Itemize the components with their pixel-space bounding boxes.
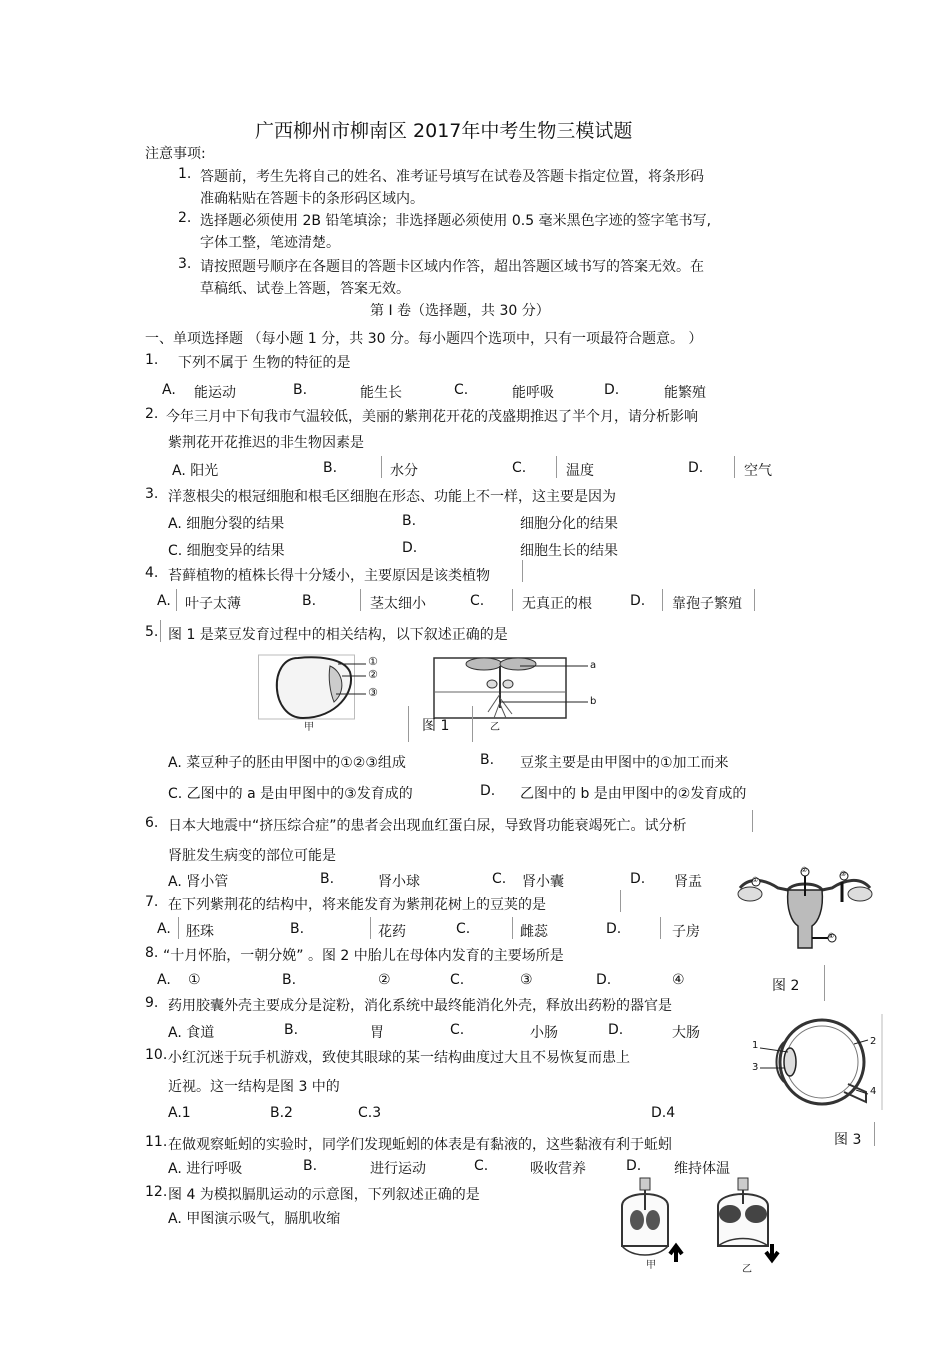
q6-num: 6. bbox=[145, 815, 159, 831]
q1-opt-d-letter: D. bbox=[604, 382, 620, 398]
page-title: 广西柳州市柳南区 2017年中考生物三模试题 bbox=[255, 120, 633, 142]
q8-opt-c: ③ bbox=[520, 972, 533, 988]
q4-opt-c-letter: C. bbox=[470, 593, 485, 609]
q1-opt-c: 能呼吸 bbox=[512, 385, 554, 401]
q5-opt-d-letter: D. bbox=[480, 783, 496, 799]
q8-opt-b: ② bbox=[378, 972, 391, 988]
q5-opt-c: C. 乙图中的 a 是由甲图中的③发育成的 bbox=[168, 786, 413, 802]
figure-1-seedling bbox=[432, 652, 607, 724]
q6-opt-d-letter: D. bbox=[630, 871, 646, 887]
q12-num: 12. bbox=[145, 1184, 168, 1200]
q6-opt-b: 肾小球 bbox=[378, 874, 420, 890]
fig1-caption: 图 1 bbox=[422, 718, 450, 734]
q7-opt-d-letter: D. bbox=[606, 921, 622, 937]
q9-opt-c-letter: C. bbox=[450, 1022, 465, 1038]
q10-num: 10. bbox=[145, 1047, 168, 1063]
q7-opt-a-letter: A. bbox=[157, 921, 171, 937]
q7-opt-c: 雌蕊 bbox=[520, 924, 548, 940]
q7-stem: 在下列紫荆花的结构中，将来能发育为紫荆花树上的豆荚的是 bbox=[168, 897, 546, 913]
q3-stem: 洋葱根尖的根冠细胞和根毛区细胞在形态、功能上不一样，这主要是因为 bbox=[168, 489, 616, 505]
q7-opt-c-letter: C. bbox=[456, 921, 471, 937]
q6-stem2: 肾脏发生病变的部位可能是 bbox=[168, 848, 336, 864]
fig2-label-1: ① bbox=[752, 876, 759, 884]
q3-num: 3. bbox=[145, 486, 159, 502]
q1-num: 1. bbox=[145, 352, 159, 368]
q2-stem: 今年三月中下旬我市气温较低，美丽的紫荆花开花的茂盛期推迟了半个月，请分析影响 bbox=[166, 409, 698, 425]
fig3-label-1: 1 bbox=[752, 1040, 759, 1051]
q10-opt-c: C.3 bbox=[358, 1105, 382, 1121]
q1-opt-b: 能生长 bbox=[360, 385, 402, 401]
q1-opt-a-letter: A. bbox=[162, 382, 176, 398]
fig1-label-a: a bbox=[590, 660, 597, 671]
q1-opt-d: 能繁殖 bbox=[664, 385, 706, 401]
q6-opt-d: 肾盂 bbox=[674, 874, 702, 890]
notice-text-2a: 选择题必须使用 2B 铅笔填涂；非选择题必须使用 0.5 毫米黑色字迹的签字笔书写, bbox=[200, 213, 712, 229]
q8-opt-d-letter: D. bbox=[596, 972, 612, 988]
figure-4-diaphragm-model bbox=[612, 1176, 794, 1272]
q1-opt-b-letter: B. bbox=[293, 382, 308, 398]
q5-opt-b-letter: B. bbox=[480, 752, 495, 768]
notice-text-2b: 字体工整，笔迹清楚。 bbox=[200, 235, 340, 251]
q8-opt-d: ④ bbox=[672, 972, 685, 988]
q2-stem2: 紫荆花开花推迟的非生物因素是 bbox=[168, 435, 364, 451]
q2-opt-b: 水分 bbox=[390, 463, 418, 479]
q4-stem: 苔藓植物的植株长得十分矮小，主要原因是该类植物 bbox=[168, 568, 490, 584]
q9-opt-a: A. 食道 bbox=[168, 1025, 215, 1041]
q4-opt-b-letter: B. bbox=[302, 593, 317, 609]
q11-opt-b: 进行运动 bbox=[370, 1161, 426, 1177]
fig4-label-jia: 甲 bbox=[646, 1260, 656, 1271]
q9-stem: 药用胶囊外壳主要成分是淀粉，消化系统中最终能消化外壳，释放出药粉的器官是 bbox=[168, 998, 672, 1014]
q11-opt-c-letter: C. bbox=[474, 1158, 489, 1174]
q8-opt-b-letter: B. bbox=[282, 972, 297, 988]
fig2-label-2: ② bbox=[801, 866, 808, 874]
q5-opt-d: 乙图中的 b 是由甲图中的②发育成的 bbox=[520, 786, 747, 802]
q8-stem: “十月怀胎，一朝分娩” 。图 2 中胎儿在母体内发育的主要场所是 bbox=[163, 948, 564, 964]
q9-opt-b: 胃 bbox=[370, 1025, 384, 1041]
q11-opt-b-letter: B. bbox=[303, 1158, 318, 1174]
q11-opt-c: 吸收营养 bbox=[530, 1161, 586, 1177]
q10-stem2: 近视。这一结构是图 3 中的 bbox=[168, 1079, 340, 1095]
notice-num-2: 2. bbox=[178, 210, 192, 226]
q6-opt-b-letter: B. bbox=[320, 871, 335, 887]
q10-stem: 小红沉迷于玩手机游戏，致使其眼球的某一结构曲度过大且不易恢复而患上 bbox=[168, 1050, 630, 1066]
q7-opt-b: 花药 bbox=[378, 924, 406, 940]
q9-num: 9. bbox=[145, 995, 159, 1011]
q3-opt-b-letter: B. bbox=[402, 513, 417, 529]
q5-opt-a: A. 菜豆种子的胚由甲图中的①②③组成 bbox=[168, 755, 406, 771]
q5-stem: 图 1 是菜豆发育过程中的相关结构，以下叙述正确的是 bbox=[168, 627, 508, 643]
notice-text-3b: 草稿纸、试卷上答题，答案无效。 bbox=[200, 281, 410, 297]
part-heading: 一、单项选择题 （每小题 1 分，共 30 分。每小题四个选项中，只有一项最符合题意。 ） bbox=[145, 331, 703, 347]
fig2-label-3: ③ bbox=[840, 870, 847, 878]
fig4-label-yi: 乙 bbox=[742, 1264, 752, 1275]
q6-opt-c: 肾小囊 bbox=[522, 874, 564, 890]
fig2-label-4: ④ bbox=[828, 932, 835, 940]
q1-opt-a: 能运动 bbox=[194, 385, 236, 401]
q3-opt-b: 细胞分化的结果 bbox=[520, 516, 618, 532]
q9-opt-d-letter: D. bbox=[608, 1022, 624, 1038]
q4-num: 4. bbox=[145, 565, 159, 581]
q6-opt-c-letter: C. bbox=[492, 871, 507, 887]
q7-num: 7. bbox=[145, 894, 159, 910]
fig3-label-4: 4 bbox=[870, 1086, 877, 1097]
q4-opt-d-letter: D. bbox=[630, 593, 646, 609]
notice-heading: 注意事项: bbox=[145, 146, 206, 162]
q3-opt-a: A. 细胞分裂的结果 bbox=[168, 516, 285, 532]
q8-opt-c-letter: C. bbox=[450, 972, 465, 988]
q3-opt-d: 细胞生长的结果 bbox=[520, 543, 618, 559]
q5-num: 5. bbox=[145, 624, 159, 640]
notice-text-1a: 答题前，考生先将自己的姓名、准考证号填写在试卷及答题卡指定位置，将条形码 bbox=[200, 169, 704, 185]
fig3-caption: 图 3 bbox=[834, 1132, 862, 1148]
q3-opt-d-letter: D. bbox=[402, 540, 418, 556]
q2-opt-b-letter: B. bbox=[323, 460, 338, 476]
fig1-label-b: b bbox=[590, 696, 597, 707]
notice-num-1: 1. bbox=[178, 166, 192, 182]
figure-3-eyeball bbox=[744, 1012, 884, 1112]
q8-num: 8. bbox=[145, 945, 159, 961]
q11-opt-d-letter: D. bbox=[626, 1158, 642, 1174]
fig3-label-2: 2 bbox=[870, 1036, 877, 1047]
q9-opt-c: 小肠 bbox=[530, 1025, 558, 1041]
fig1-label-jia: 甲 bbox=[304, 722, 314, 733]
q12-opt-a: A. 甲图演示吸气，膈肌收缩 bbox=[168, 1211, 341, 1227]
q11-stem: 在做观察蚯蚓的实验时，同学们发现蚯蚓的体表是有黏液的，这些黏液有利于蚯蚓 bbox=[168, 1137, 672, 1153]
notice-text-3a: 请按照题号顺序在各题目的答题卡区域内作答，超出答题区域书写的答案无效。在 bbox=[200, 259, 704, 275]
q1-opt-c-letter: C. bbox=[454, 382, 469, 398]
q12-stem: 图 4 为模拟膈肌运动的示意图，下列叙述正确的是 bbox=[168, 1187, 480, 1203]
q4-opt-c: 无真正的根 bbox=[522, 596, 592, 612]
q4-opt-b: 茎太细小 bbox=[370, 596, 426, 612]
q11-opt-a: A. 进行呼吸 bbox=[168, 1161, 243, 1177]
q6-stem: 日本大地震中“挤压综合症”的患者会出现血红蛋白尿，导致肾功能衰竭死亡。试分析 bbox=[168, 818, 687, 834]
q11-opt-d: 维持体温 bbox=[674, 1161, 730, 1177]
q2-opt-a: A. 阳光 bbox=[172, 463, 219, 479]
q2-opt-c-letter: C. bbox=[512, 460, 527, 476]
q1-stem: 下列不属于 生物的特征的是 bbox=[178, 355, 351, 371]
q4-opt-d: 靠孢子繁殖 bbox=[672, 596, 742, 612]
q11-num: 11. bbox=[145, 1134, 168, 1150]
q2-opt-c: 温度 bbox=[566, 463, 594, 479]
notice-num-3: 3. bbox=[178, 256, 192, 272]
q4-opt-a-letter: A. bbox=[157, 593, 171, 609]
fig1-label-1: ① bbox=[368, 655, 378, 668]
q2-opt-d: 空气 bbox=[744, 463, 772, 479]
q2-num: 2. bbox=[145, 406, 159, 422]
q4-opt-a: 叶子太薄 bbox=[185, 596, 241, 612]
q7-opt-b-letter: B. bbox=[290, 921, 305, 937]
q7-opt-a: 胚珠 bbox=[186, 924, 214, 940]
q10-opt-d: D.4 bbox=[651, 1105, 676, 1121]
fig1-label-2: ② bbox=[368, 668, 378, 681]
q9-opt-d: 大肠 bbox=[672, 1025, 700, 1041]
q6-opt-a: A. 肾小管 bbox=[168, 874, 229, 890]
q8-opt-a: ① bbox=[188, 972, 201, 988]
q7-opt-d: 子房 bbox=[672, 924, 700, 940]
section-heading: 第 I 卷（选择题，共 30 分） bbox=[370, 303, 550, 319]
notice-text-1b: 准确粘贴在答题卡的条形码区域内。 bbox=[200, 191, 424, 207]
fig2-caption: 图 2 bbox=[772, 978, 800, 994]
q9-opt-b-letter: B. bbox=[284, 1022, 299, 1038]
fig1-label-3: ③ bbox=[368, 686, 378, 699]
q10-opt-a: A.1 bbox=[168, 1105, 191, 1121]
q8-opt-a-letter: A. bbox=[157, 972, 171, 988]
fig1-label-yi: 乙 bbox=[490, 722, 500, 733]
q5-opt-b: 豆浆主要是由甲图中的①加工而来 bbox=[520, 755, 729, 771]
q3-opt-c: C. 细胞变异的结果 bbox=[168, 543, 285, 559]
fig3-label-3: 3 bbox=[752, 1062, 759, 1073]
q2-opt-d-letter: D. bbox=[688, 460, 704, 476]
q10-opt-b: B.2 bbox=[270, 1105, 293, 1121]
